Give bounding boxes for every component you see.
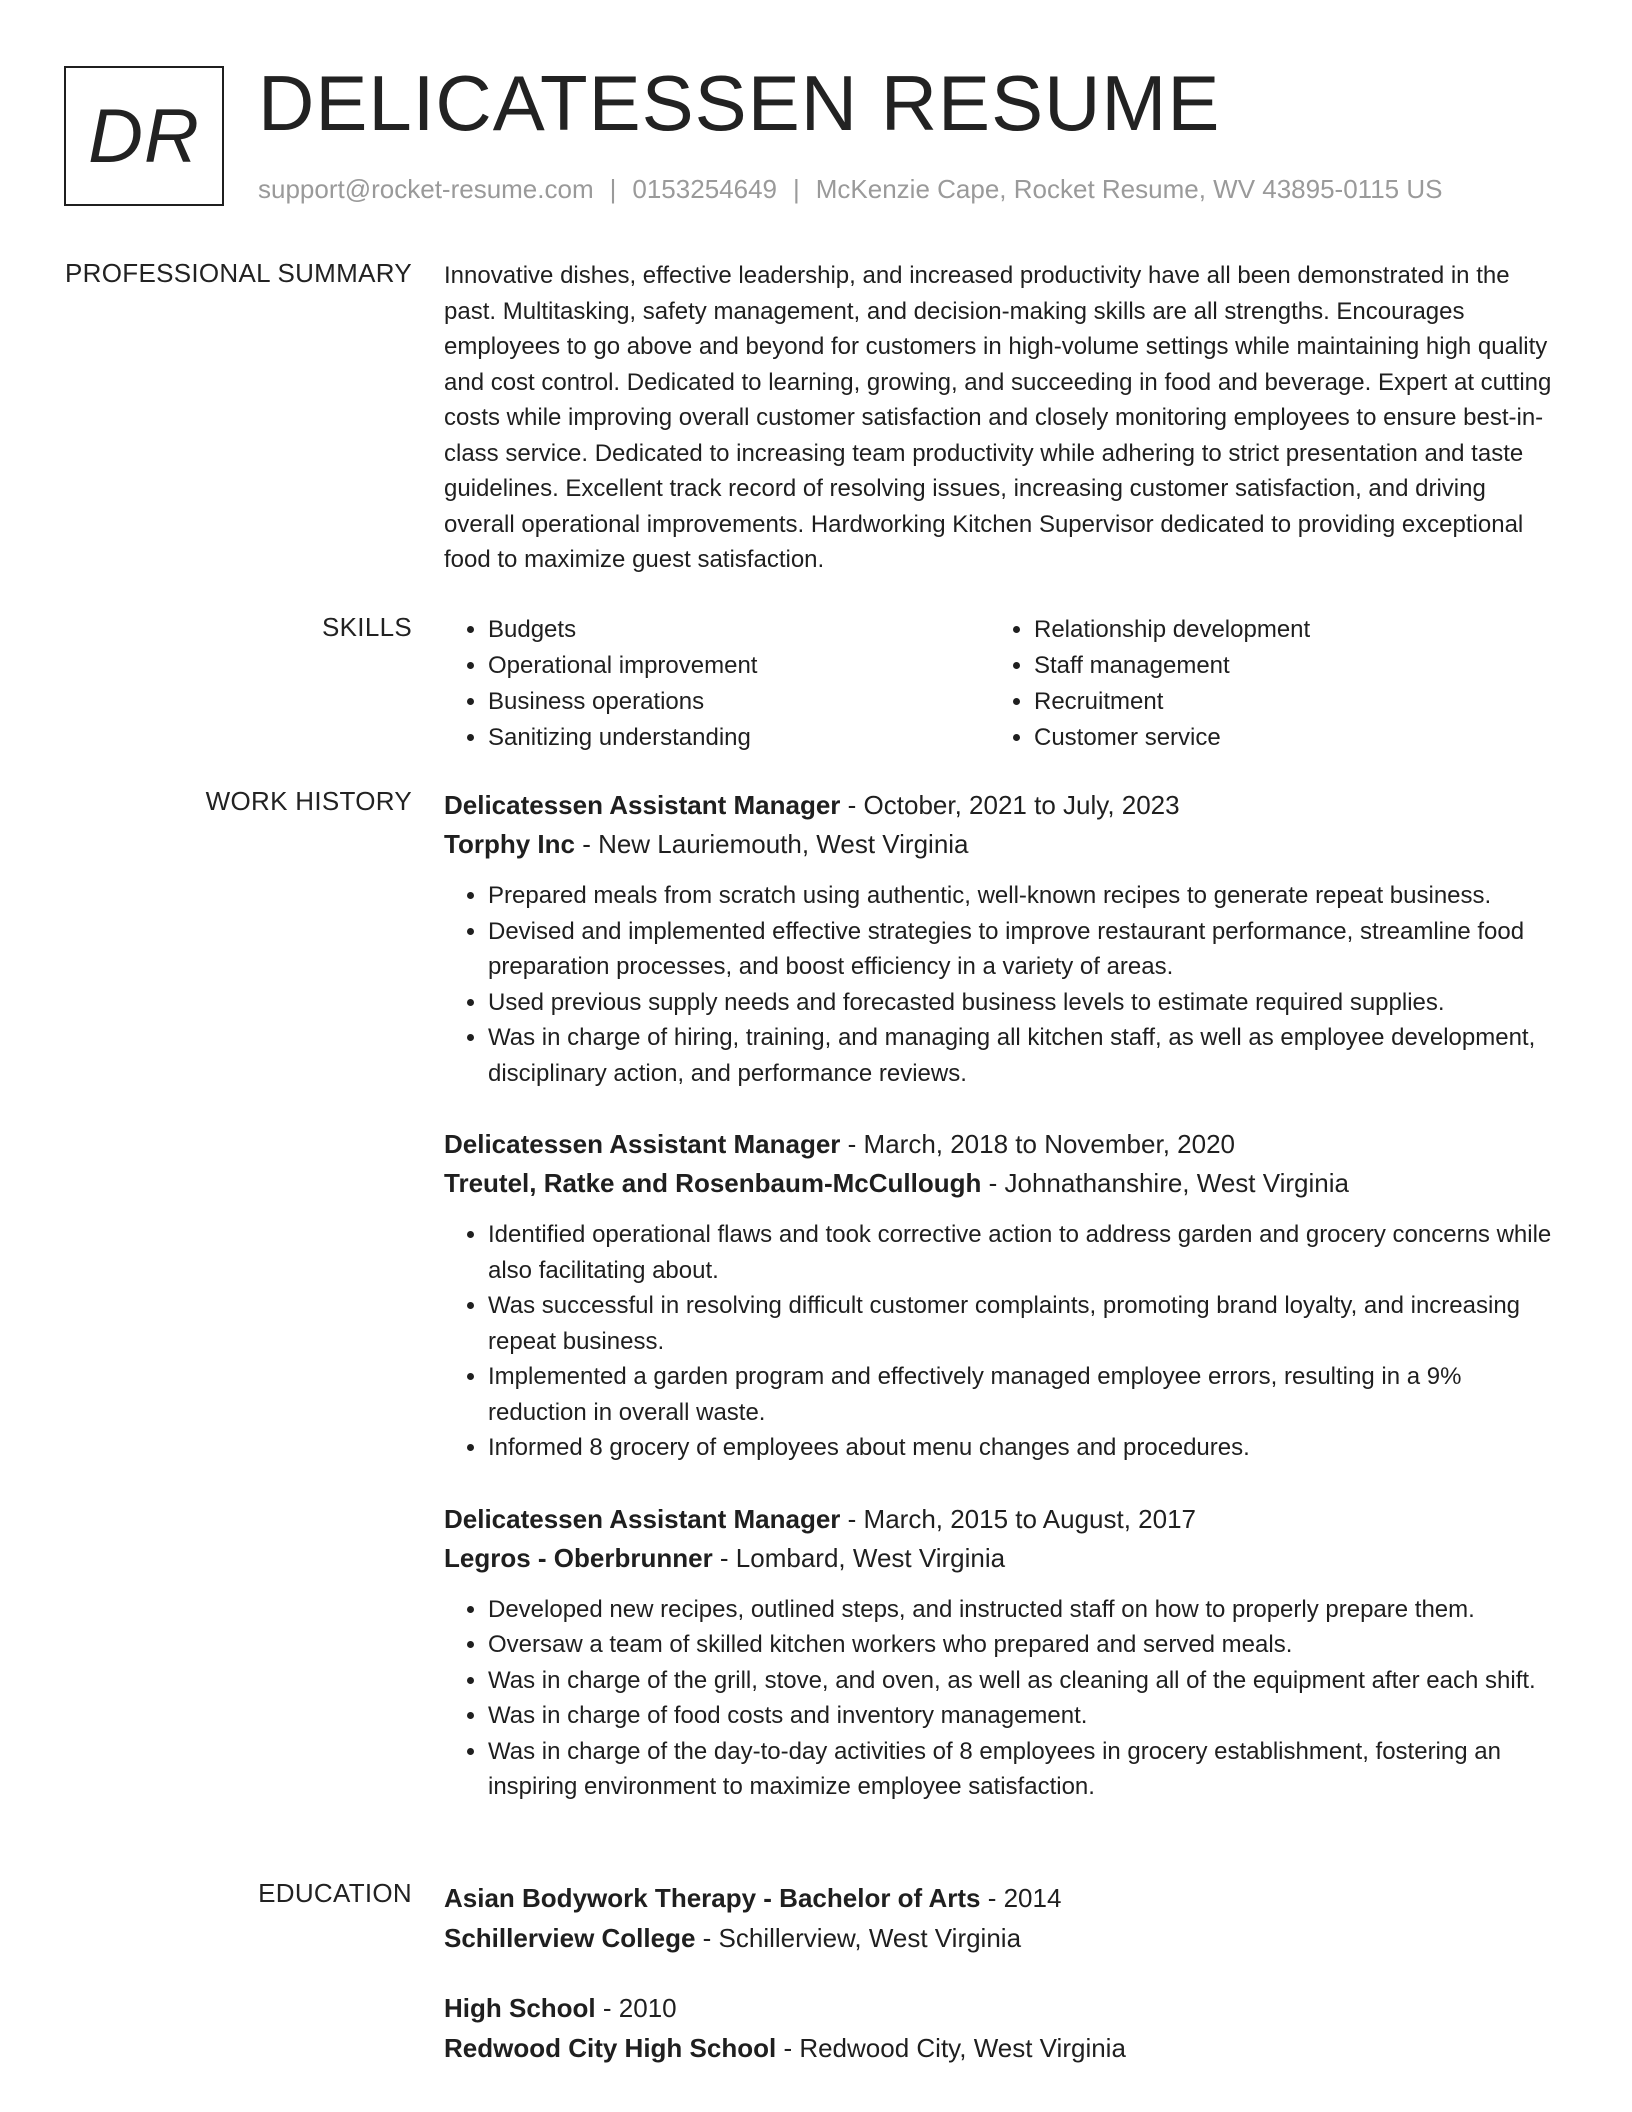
education-degree-line <box>444 1878 1552 1918</box>
section-body <box>444 258 1552 578</box>
education-entry <box>444 1988 1552 2068</box>
section-label: PROFESSIONAL SUMMARY <box>65 258 412 288</box>
education-school: Schillerview College <box>444 1923 696 1953</box>
skill-item: • Business operations <box>488 684 990 720</box>
job-location: - Johnathanshire, West Virginia <box>981 1168 1349 1198</box>
skill-item: • Relationship development <box>1034 612 1536 648</box>
skills-column-right <box>990 612 1536 756</box>
job-location: - Lombard, West Virginia <box>712 1542 1006 1573</box>
skill-item: • Staff management <box>1034 648 1536 684</box>
job-title: Delicatessen Assistant Manager <box>444 790 841 820</box>
job-company-line <box>444 825 1552 864</box>
education-degree: Asian Bodywork Therapy - Bachelor of Arts <box>444 1883 981 1913</box>
job-bullet: • Implemented a garden program and effectively managed employee errors, resulting in a 9% reduction in overall waste. <box>488 1359 1552 1430</box>
job-bullet: • Prepared meals from scratch using authentic, well-known recipes to generate repeat business. <box>488 878 1552 914</box>
education-location: - Redwood City, West Virginia <box>776 2033 1126 2063</box>
job-bullets <box>444 1217 1552 1466</box>
education-location: - Schillerview, West Virginia <box>695 1923 1022 1953</box>
job-bullet: • Was in charge of the day-to-day activities of 8 employees in grocery establishment, fostering an inspiring environment to maximize employee satisfaction. <box>488 1734 1552 1805</box>
resume-header <box>64 59 1568 214</box>
job-bullet: • Was successful in resolving difficult customer complaints, promoting brand loyalty, and increasing repeat business. <box>488 1288 1552 1359</box>
job-bullet: • Developed new recipes, outlined steps, and instructed staff on how to properly prepare them. <box>488 1592 1552 1628</box>
summary-text: Innovative dishes, effective leadership, and increased productivity have all been demonstrated in the past. Multitasking, safety management, and decision-making skills are all strengths. Encourages employees to go above and beyond for customers in high-volume settings while maintaining high quality and cost control. Dedicated to learning, growing, and succeeding in food and beverage. Expert at cutting costs while improving overall customer satisfaction and closely monitoring employees to ensure best-in-class service. Dedicated to increasing team productivity while adhering to strict presentation and taste guidelines. Excellent track record of resolving issues, increasing customer satisfaction, and driving overall operational improvements. Hardworking Kitchen Supervisor dedicated to providing exceptional food to maximize guest satisfaction. <box>444 262 1552 573</box>
job-bullet: • Was in charge of food costs and inventory management. <box>488 1698 1552 1734</box>
job-company: Legros - Oberbrunner <box>444 1542 713 1573</box>
job-title-line <box>444 1125 1552 1164</box>
job-entry <box>444 1125 1552 1466</box>
skill-item: • Operational improvement <box>488 648 990 684</box>
job-title: Delicatessen Assistant Manager <box>444 1503 841 1534</box>
section-body <box>444 1878 1552 2098</box>
job-company: Treutel, Ratke and Rosenbaum-McCullough <box>444 1168 982 1198</box>
job-title-line <box>444 1500 1552 1539</box>
contact-line <box>258 174 1442 205</box>
job-entry <box>444 786 1552 1091</box>
job-bullet: • Informed 8 grocery of employees about menu changes and procedures. <box>488 1430 1552 1466</box>
job-bullet: • Used previous supply needs and forecasted business levels to estimate required supplies. <box>488 985 1552 1021</box>
education-degree: High School <box>444 1993 596 2023</box>
job-title: Delicatessen Assistant Manager <box>444 1129 841 1159</box>
job-company: Torphy Inc <box>444 829 575 859</box>
job-dates: - March, 2015 to August, 2017 <box>840 1503 1196 1534</box>
education-year: - 2014 <box>980 1883 1062 1913</box>
job-dates: - October, 2021 to July, 2023 <box>840 790 1180 820</box>
job-dates: - March, 2018 to November, 2020 <box>840 1129 1235 1159</box>
job-entry <box>444 1500 1552 1805</box>
job-location: - New Lauriemouth, West Virginia <box>574 829 969 859</box>
job-bullets <box>444 1592 1552 1805</box>
skill-item: • Recruitment <box>1034 684 1536 720</box>
job-company-line <box>444 1539 1552 1578</box>
monogram-initials: DR <box>88 93 200 179</box>
contact-address: McKenzie Cape, Rocket Resume, WV 43895-0115 US <box>815 174 1443 204</box>
resume-title: DELICATESSEN RESUME <box>258 59 1221 147</box>
education-school-line <box>444 2028 1552 2068</box>
contact-separator: | <box>793 174 800 204</box>
skill-item: • Budgets <box>488 612 990 648</box>
skills-column-left <box>444 612 990 756</box>
section-label: WORK HISTORY <box>205 786 412 816</box>
job-bullet: • Devised and implemented effective strategies to improve restaurant performance, streamline food preparation processes, and boost efficiency in a variety of areas. <box>488 914 1552 985</box>
job-bullets <box>444 878 1552 1091</box>
section-label: SKILLS <box>322 612 412 642</box>
contact-email[interactable]: support@rocket-resume.com <box>258 174 594 204</box>
section-body <box>444 786 1552 1839</box>
job-bullet: • Was in charge of hiring, training, and managing all kitchen staff, as well as employee development, disciplinary action, and performance reviews. <box>488 1020 1552 1091</box>
contact-phone[interactable]: 0153254649 <box>632 174 777 204</box>
education-degree-line <box>444 1988 1552 2028</box>
education-school-line <box>444 1918 1552 1958</box>
contact-separator: | <box>609 174 617 204</box>
job-title-line <box>444 786 1552 825</box>
education-entry <box>444 1878 1552 1958</box>
skill-item: • Customer service <box>1034 720 1536 756</box>
skills-grid <box>444 612 1552 756</box>
monogram-box <box>64 66 224 206</box>
education-year: - 2010 <box>595 1993 677 2023</box>
section-label: EDUCATION <box>258 1878 412 1908</box>
job-bullet: • Was in charge of the grill, stove, and oven, as well as cleaning all of the equipment after each shift. <box>488 1663 1552 1699</box>
job-company-line <box>444 1164 1552 1203</box>
skill-item: • Sanitizing understanding <box>488 720 990 756</box>
job-bullet: • Identified operational flaws and took corrective action to address garden and grocery concerns while also facilitating about. <box>488 1217 1552 1288</box>
education-school: Redwood City High School <box>444 2033 777 2063</box>
job-bullet: • Oversaw a team of skilled kitchen workers who prepared and served meals. <box>488 1627 1552 1663</box>
